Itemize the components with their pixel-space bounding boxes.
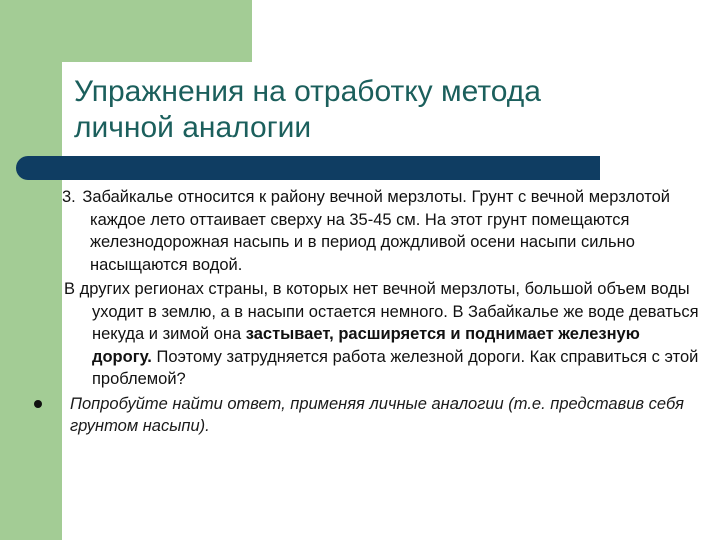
- paragraph-2-end: Поэтому затрудняется работа железной дороги. Как справиться с этой проблемой?: [92, 347, 699, 388]
- slide-body: [62, 186, 702, 438]
- paragraph-2-bold: застывает, расширяется и поднимает железную дорогу.: [92, 325, 640, 366]
- bullet-dot-icon: [34, 400, 42, 408]
- bullet-item: [62, 393, 702, 438]
- left-green-strip: [0, 0, 62, 540]
- paragraph-task: [62, 186, 702, 276]
- task-number: 3.: [62, 188, 76, 206]
- top-green-block: [62, 0, 252, 62]
- paragraph-2-start: В других регионах страны, в которых нет вечной мерзлоты, большой объем воды уходит в землю, а в насыпи остается немного. В Забайкалье же воде деваться некуда и зимой она: [64, 280, 699, 343]
- paragraph-regions: [64, 278, 702, 391]
- bullet-text: Попробуйте найти ответ, применяя личные аналогии (т.е. представив себя грунтом насыпи).: [70, 394, 684, 435]
- paragraph-1-text: Забайкалье относится к району вечной мерзлоты. Грунт с вечной мерзлотой каждое лето оттаивает сверху на 35-45 см. На этот грунт помещаются железнодорожная насыпь и в период дождливой осени насыпи сильно насыщаются водой.: [82, 188, 670, 274]
- title-divider-bar: [16, 156, 600, 180]
- title-line-1: Упражнения на отработку метода: [74, 75, 541, 108]
- title-line-2: личной аналогии: [74, 111, 312, 144]
- slide-title: [74, 74, 674, 146]
